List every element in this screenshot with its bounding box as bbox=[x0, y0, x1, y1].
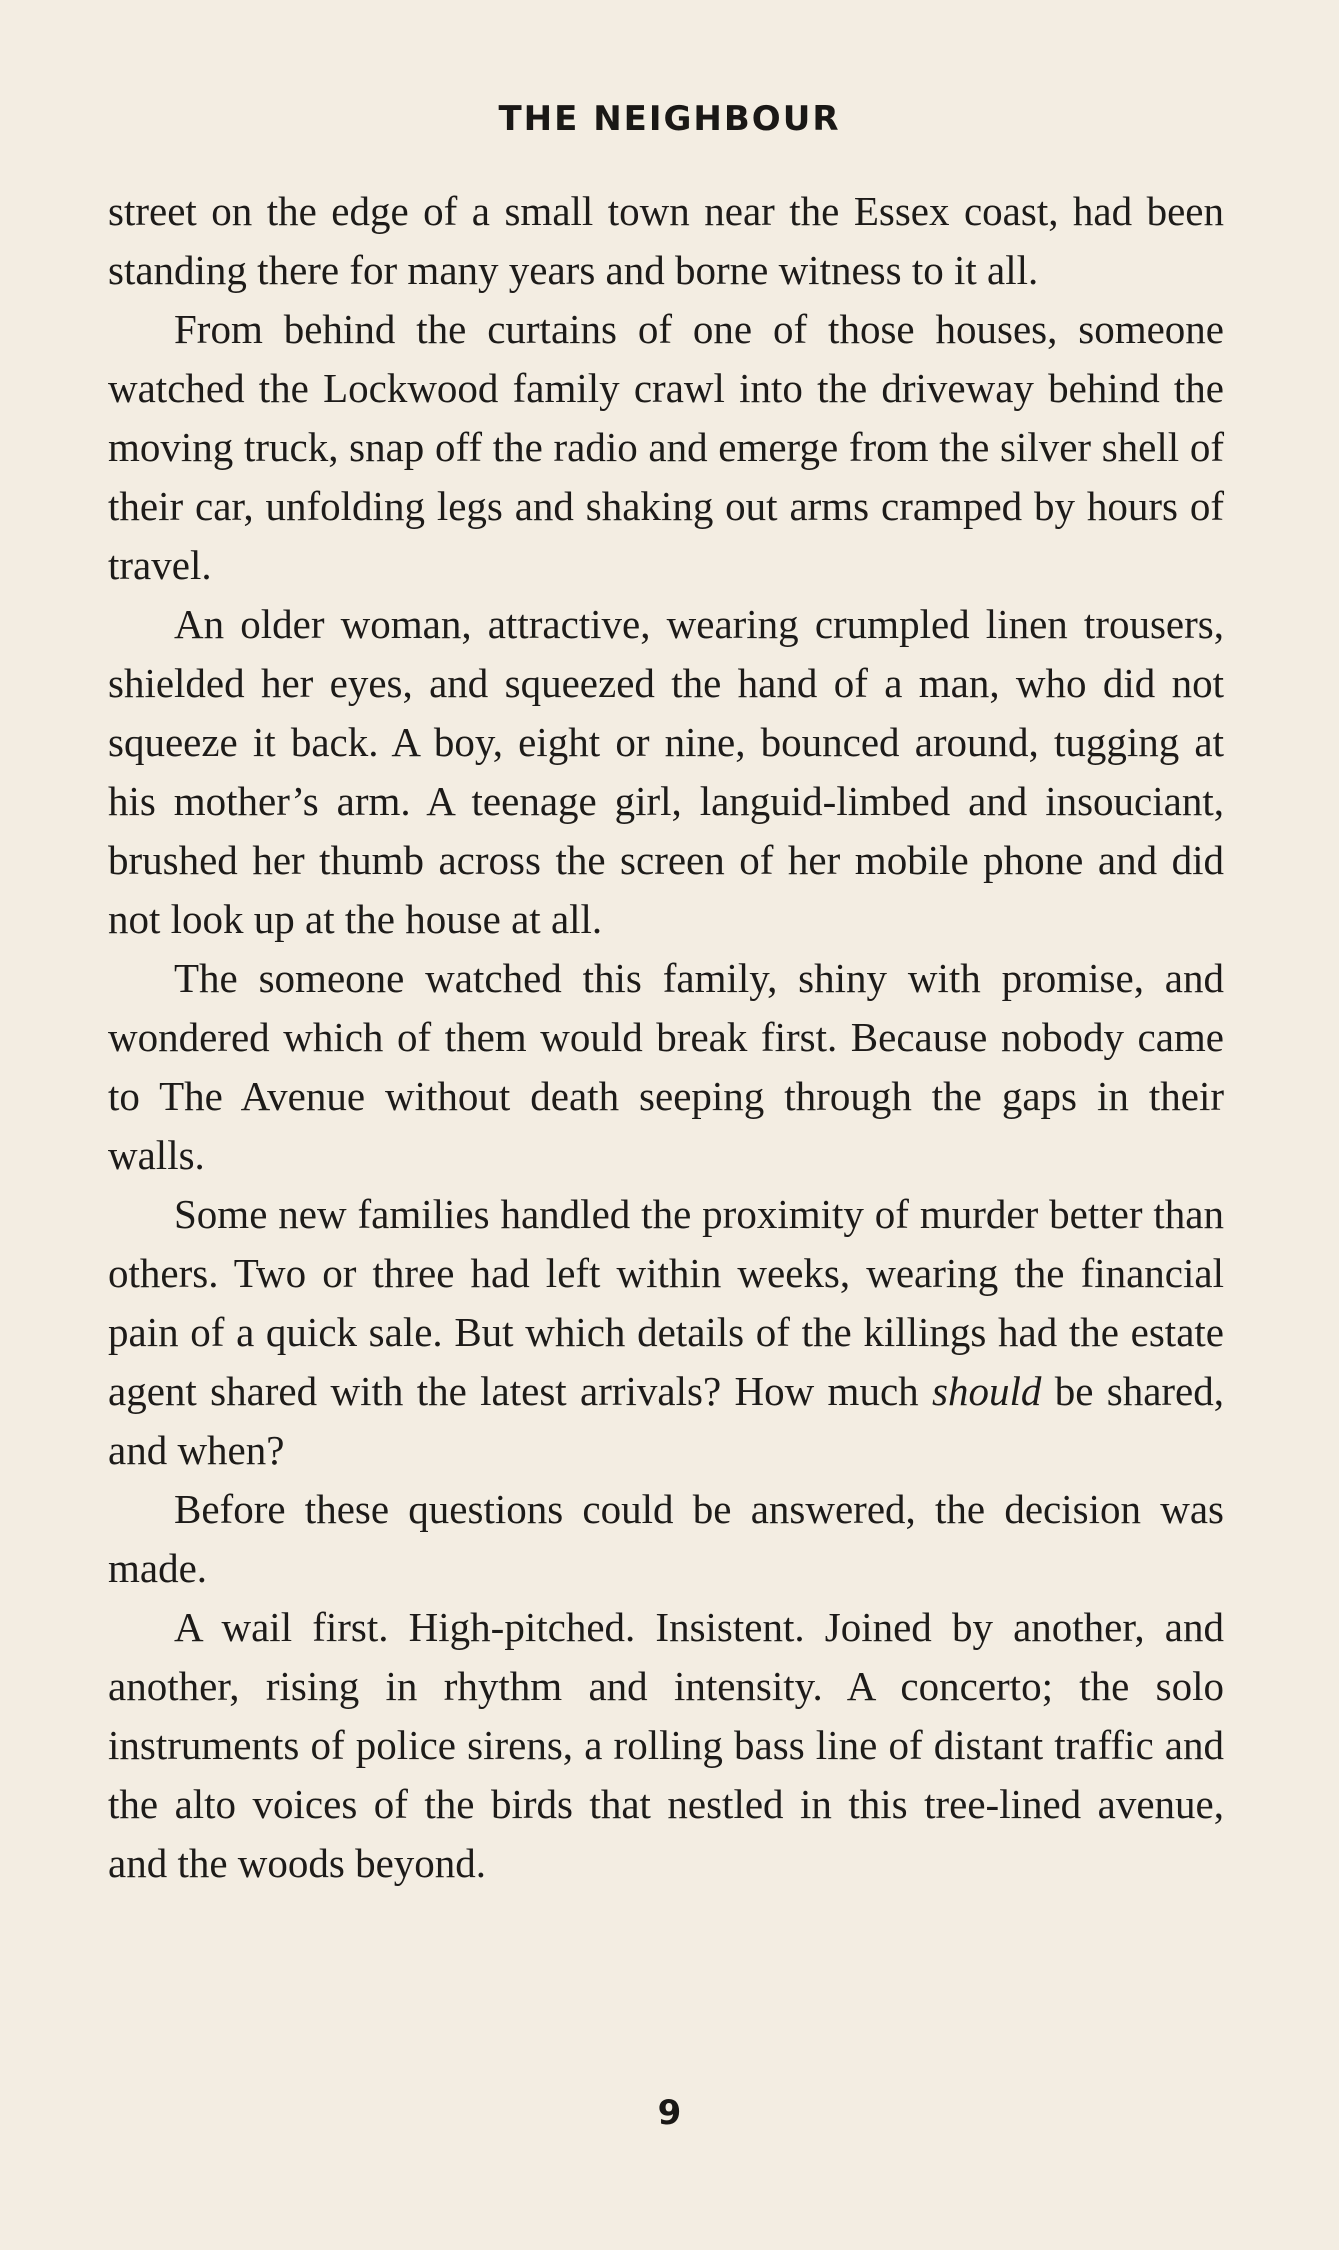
paragraph: An older woman, attractive, wearing crumpled linen trousers, shielded her eyes, and squeezed the hand of a man, who did not squeeze it back. A boy, eight or nine, bounced around, tugging at his mother’s arm. A teenage girl, languid-limbed and insouciant, brushed her thumb across the screen of her mobile phone and did not look up at the house at all. bbox=[108, 601, 1224, 942]
body-text bbox=[108, 182, 1224, 1893]
paragraph bbox=[108, 1185, 1224, 1480]
paragraph-text: Some new families handled the proximity of murder better than others. Two or three had left within weeks, wearing the financial pain of a quick sale. But which details of the killings had the estate agent shared with the latest arrivals? How much bbox=[108, 1191, 1224, 1414]
paragraph: Before these questions could be answered, the decision was made. bbox=[108, 1486, 1224, 1591]
running-title: THE NEIGHBOUR bbox=[498, 99, 841, 139]
paragraph-text: be shared, and when? bbox=[108, 1368, 1224, 1473]
page-number: 9 bbox=[657, 2093, 682, 2133]
paragraph: From behind the curtains of one of those houses, someone watched the Lockwood family crawl into the driveway behind the moving truck, snap off the radio and emerge from the silver shell of their car, unfolding legs and shaking out arms cramped by hours of travel. bbox=[108, 306, 1224, 588]
paragraph-continued: street on the edge of a small town near the Essex coast, had been standing there for many years and borne witness to it all. bbox=[108, 188, 1224, 293]
paragraph: The someone watched this family, shiny with promise, and wondered which of them would break first. Because nobody came to The Avenue without death seeping through the gaps in their walls. bbox=[108, 955, 1224, 1178]
paragraph: A wail first. High-pitched. Insistent. Joined by another, and another, rising in rhythm and intensity. A concerto; the solo instruments of police sirens, a rolling bass line of distant traffic and the alto voices of the birds that nestled in this tree-lined avenue, and the woods beyond. bbox=[108, 1604, 1224, 1886]
italic-emphasis: should bbox=[932, 1368, 1042, 1414]
